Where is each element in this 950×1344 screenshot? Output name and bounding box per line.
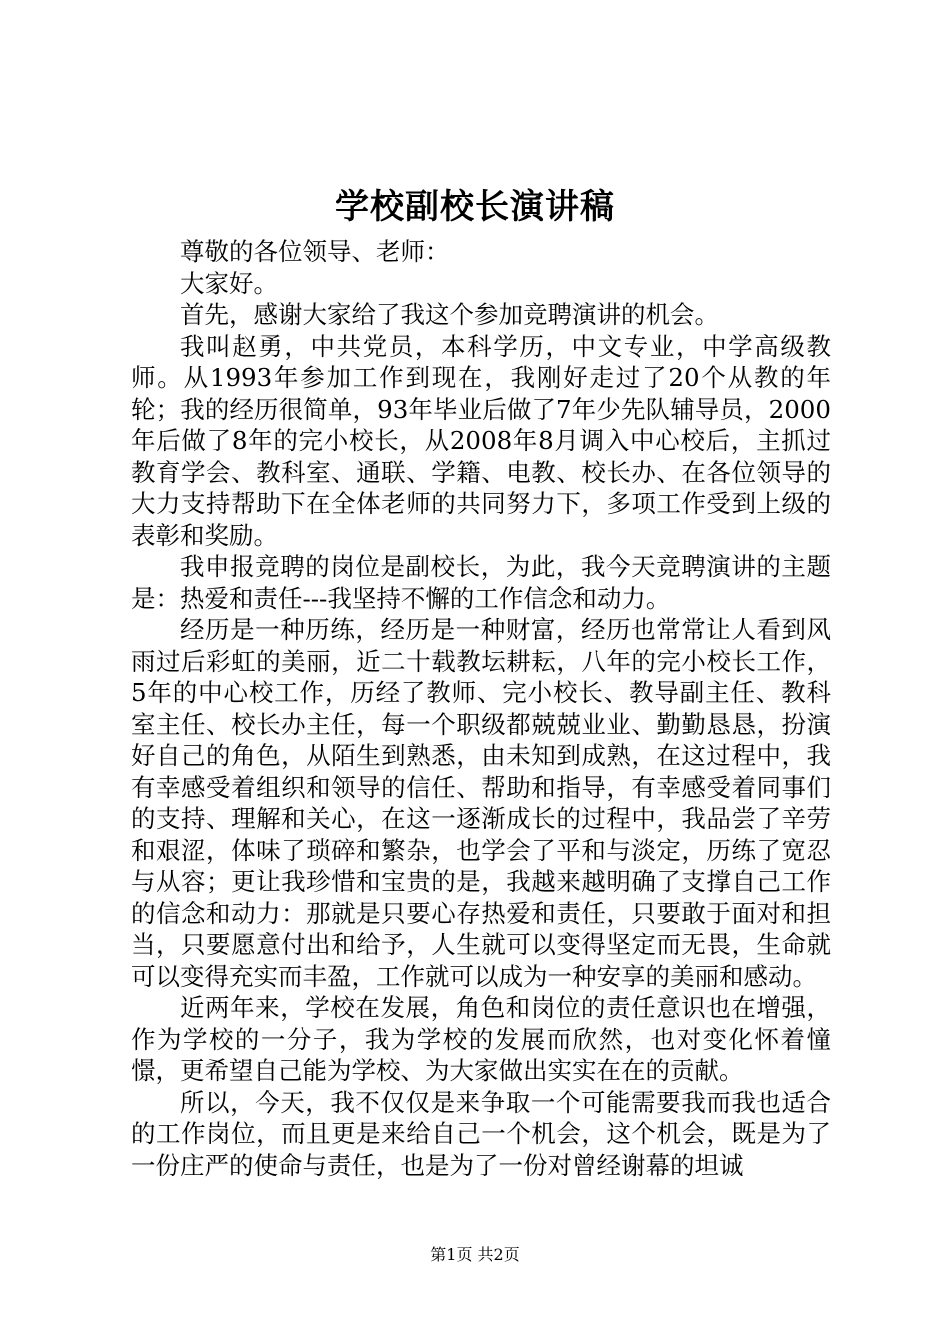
paragraph: 首先，感谢大家给了我这个参加竞聘演讲的机会。 [180,300,719,329]
paragraph: 我叫赵勇，中共党员，本科学历，中文专业，中学高级教师。从1993年参加工作到现在，我刚好走过了20个从教的年轮；我的经历很简单，93年毕业后做了7年少先队辅导员，2000年后做了8年的完小校长，从2008年8月调入中心校后，主抓过教育学会、教科室、通联、学籍、电教、校长办、在各位领导的大力支持帮助下在全体老师的共同努力下，多项工作受到上级的表彰和奖励。 [131,331,831,550]
paragraph: 所以，今天，我不仅仅是来争取一个可能需要我而我也适合的工作岗位，而且更是来给自己一个机会，这个机会，既是为了一份庄严的使命与责任，也是为了一份对曾经谢幕的坦诚 [131,1087,831,1180]
page-footer: 第1页 共2页 [430,1245,520,1264]
document-body [131,236,831,1181]
paragraph: 我申报竞聘的岗位是副校长，为此，我今天竞聘演讲的主题是：热爱和责任---我坚持不懈的工作信念和动力。 [131,552,831,613]
paragraph: 近两年来，学校在发展，角色和岗位的责任意识也在增强，作为学校的一分子，我为学校的发展而欣然，也对变化怀着憧憬，更希望自己能为学校、为大家做出实实在在的贡献。 [131,993,831,1085]
paragraph: 经历是一种历练，经历是一种财富，经历也常常让人看到风雨过后彩虹的美丽，近二十载教坛耕耘，八年的完小校长工作，5年的中心校工作，历经了教师、完小校长、教导副主任、教科室主任、校长办主任，每一个职级都兢兢业业、勤勤恳恳，扮演好自己的角色，从陌生到熟悉，由未知到成熟，在这过程中，我有幸感受着组织和领导的信任、帮助和指导，有幸感受着同事们的支持、理解和关心，在这一逐渐成长的过程中，我品尝了辛劳和艰涩，体味了琐碎和繁杂，也学会了平和与淡定，历练了宽忍与从容；更让我珍惜和宝贵的是，我越来越明确了支撑自己工作的信念和动力：那就是只要心存热爱和责任，只要敢于面对和担当，只要愿意付出和给予，人生就可以变得坚定而无畏，生命就可以变得充实而丰盈，工作就可以成为一种安享的美丽和感动。 [131,615,831,991]
document-title: 学校副校长演讲稿 [335,187,615,227]
paragraph-greeting: 大家好。 [180,268,278,298]
paragraph-salutation: 尊敬的各位领导、老师： [180,237,450,266]
